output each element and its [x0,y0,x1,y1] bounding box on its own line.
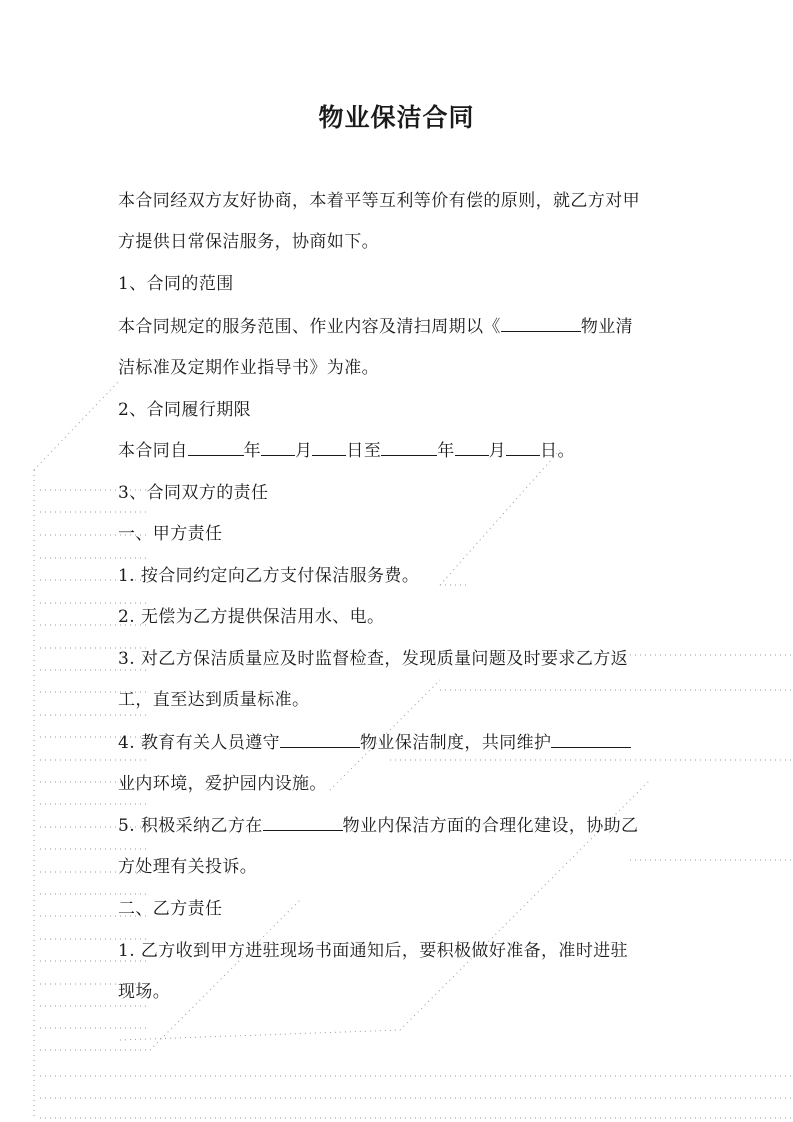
term-text-5: 年 [437,441,455,461]
fill-in-blank [455,440,489,456]
section-1-text-line-2: 洁标准及定期作业指导书》为准。 [118,358,379,378]
section-1-text-line-1 [118,316,678,338]
fill-in-blank [381,440,437,456]
section-1-text-b: 物业清 [580,317,634,337]
section-1-text-a: 本合同规定的服务范围、作业内容及清扫周期以《 [118,317,501,337]
intro-line-2: 方提供日常保洁服务，协商如下。 [118,232,379,252]
term-text-3: 月 [295,441,313,461]
item-4-text-a: 4. 教育有关人员遵守 [118,733,281,753]
fill-in-blank [280,732,360,748]
fill-in-blank [501,316,581,332]
item-4-text-b: 物业保洁制度，共同维护 [360,733,552,753]
section-2-heading: 2、合同履行期限 [118,400,252,420]
fill-in-blank [506,440,540,456]
section-2-term-line [118,440,678,462]
fill-in-blank [188,440,244,456]
party-a-item-5-line-2: 方处理有关投诉。 [118,857,258,877]
party-b-heading: 二、乙方责任 [118,899,223,919]
party-a-heading: 一、甲方责任 [118,524,223,544]
party-b-item-1-line-2: 现场。 [118,982,171,1002]
party-a-item-3-line-1: 3. 对乙方保洁质量应及时监督检查，发现质量问题及时要求乙方返 [118,649,629,669]
item-5-text-b: 物业内保洁方面的合理化建设，协助乙 [342,816,639,836]
party-a-item-1: 1. 按合同约定向乙方支付保洁服务费。 [118,566,420,586]
document-title: 物业保洁合同 [318,103,475,132]
party-a-item-4-line-2: 业内环境，爱护园内设施。 [118,774,327,794]
term-text-4: 日至 [346,441,382,461]
item-5-text-a: 5. 积极采纳乙方在 [118,816,263,836]
fill-in-blank [312,440,346,456]
party-b-item-1-line-1: 1. 乙方收到甲方进驻现场书面通知后，要积极做好准备，准时进驻 [118,941,629,961]
section-3-heading: 3、合同双方的责任 [118,483,269,503]
party-a-item-3-line-2: 工，直至达到质量标准。 [118,690,310,710]
fill-in-blank [263,815,343,831]
party-a-item-4-line-1 [118,732,678,754]
intro-line-1: 本合同经双方友好协商，本着平等互利等价有偿的原则，就乙方对甲 [118,191,640,211]
fill-in-blank [261,440,295,456]
party-a-item-5-line-1 [118,815,678,837]
term-text-6: 月 [488,441,507,461]
section-1-heading: 1、合同的范围 [118,274,234,294]
fill-in-blank [551,732,631,748]
term-text-2: 年 [243,441,262,461]
term-text-1: 本合同自 [118,441,188,461]
party-a-item-2: 2. 无偿为乙方提供保洁用水、电。 [118,607,385,627]
term-text-7: 日。 [540,441,575,461]
